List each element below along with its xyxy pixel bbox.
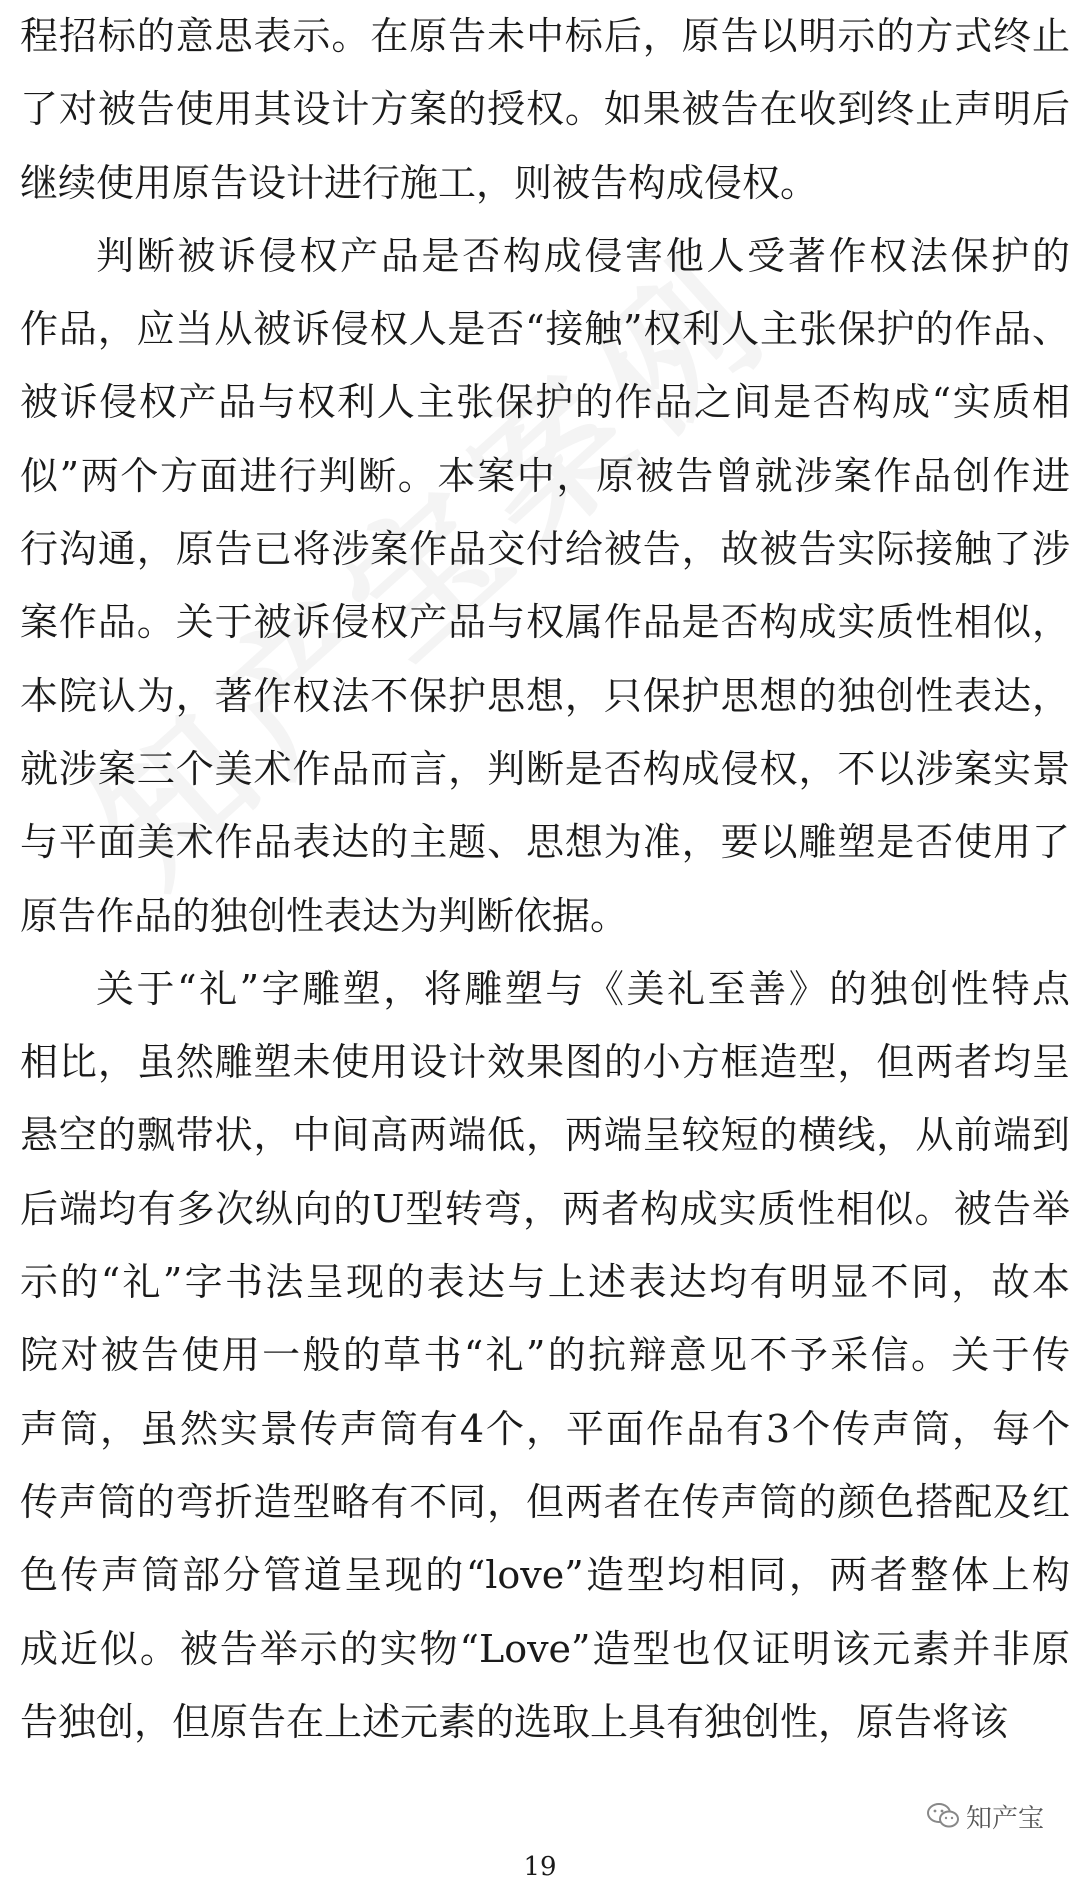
text-line: 本院认为，著作权法不保护思想，只保护思想的独创性表达， (20, 673, 1070, 718)
text-line: 继续使用原告设计进行施工，则被告构成侵权。 (20, 160, 819, 205)
text-line: 似”两个方面进行判断。本案中，原被告曾就涉案作品创作进 (20, 453, 1070, 498)
text-line: 色传声筒部分管道呈现的“love”造型均相同，两者整体上构 (20, 1553, 1070, 1598)
text-line: 示的“礼”字书法呈现的表达与上述表达均有明显不同，故本 (20, 1260, 1070, 1305)
text-line: 关于“礼”字雕塑，将雕塑与《美礼至善》的独创性特点 (96, 966, 1070, 1011)
wechat-icon (926, 1802, 960, 1830)
text-line: 相比，虽然雕塑未使用设计效果图的小方框造型，但两者均呈 (20, 1040, 1070, 1085)
badge-label: 知产宝 (965, 1803, 1044, 1834)
text-line: 作品，应当从被诉侵权人是否“接触”权利人主张保护的作品、 (20, 307, 1070, 352)
text-line: 行沟通，原告已将涉案作品交付给被告，故被告实际接触了涉 (20, 527, 1070, 572)
text-line: 案作品。关于被诉侵权产品与权属作品是否构成实质性相似， (20, 600, 1070, 645)
body-text (20, 0, 1070, 1759)
text-line: 声筒，虽然实景传声筒有4个，平面作品有3个传声筒，每个 (20, 1406, 1070, 1451)
page-number: 19 (523, 1852, 557, 1882)
text-line: 原告作品的独创性表达为判断依据。 (20, 893, 629, 938)
text-line: 程招标的意思表示。在原告未中标后，原告以明示的方式终止 (20, 14, 1070, 58)
text-line: 被诉侵权产品与权利人主张保护的作品之间是否构成“实质相 (20, 380, 1070, 425)
text-line: 成近似。被告举示的实物“Love”造型也仅证明该元素并非原 (20, 1626, 1070, 1671)
text-line: 了对被告使用其设计方案的授权。如果被告在收到终止声明后 (20, 87, 1070, 132)
text-line: 告独创，但原告在上述元素的选取上具有独创性，原告将该 (20, 1699, 1009, 1744)
text-line: 后端均有多次纵向的U型转弯，两者构成实质性相似。被告举 (20, 1186, 1070, 1231)
text-line: 传声筒的弯折造型略有不同，但两者在传声筒的颜色搭配及红 (20, 1479, 1070, 1524)
source-badge (926, 1798, 1044, 1834)
text-line: 判断被诉侵权产品是否构成侵害他人受著作权法保护的 (96, 233, 1070, 278)
text-line: 与平面美术作品表达的主题、思想为准，要以雕塑是否使用了 (20, 820, 1070, 865)
text-line: 院对被告使用一般的草书“礼”的抗辩意见不予采信。关于传 (20, 1333, 1070, 1378)
text-line: 悬空的飘带状，中间高两端低，两端呈较短的横线，从前端到 (20, 1113, 1070, 1158)
text-line: 就涉案三个美术作品而言，判断是否构成侵权，不以涉案实景 (20, 746, 1070, 791)
